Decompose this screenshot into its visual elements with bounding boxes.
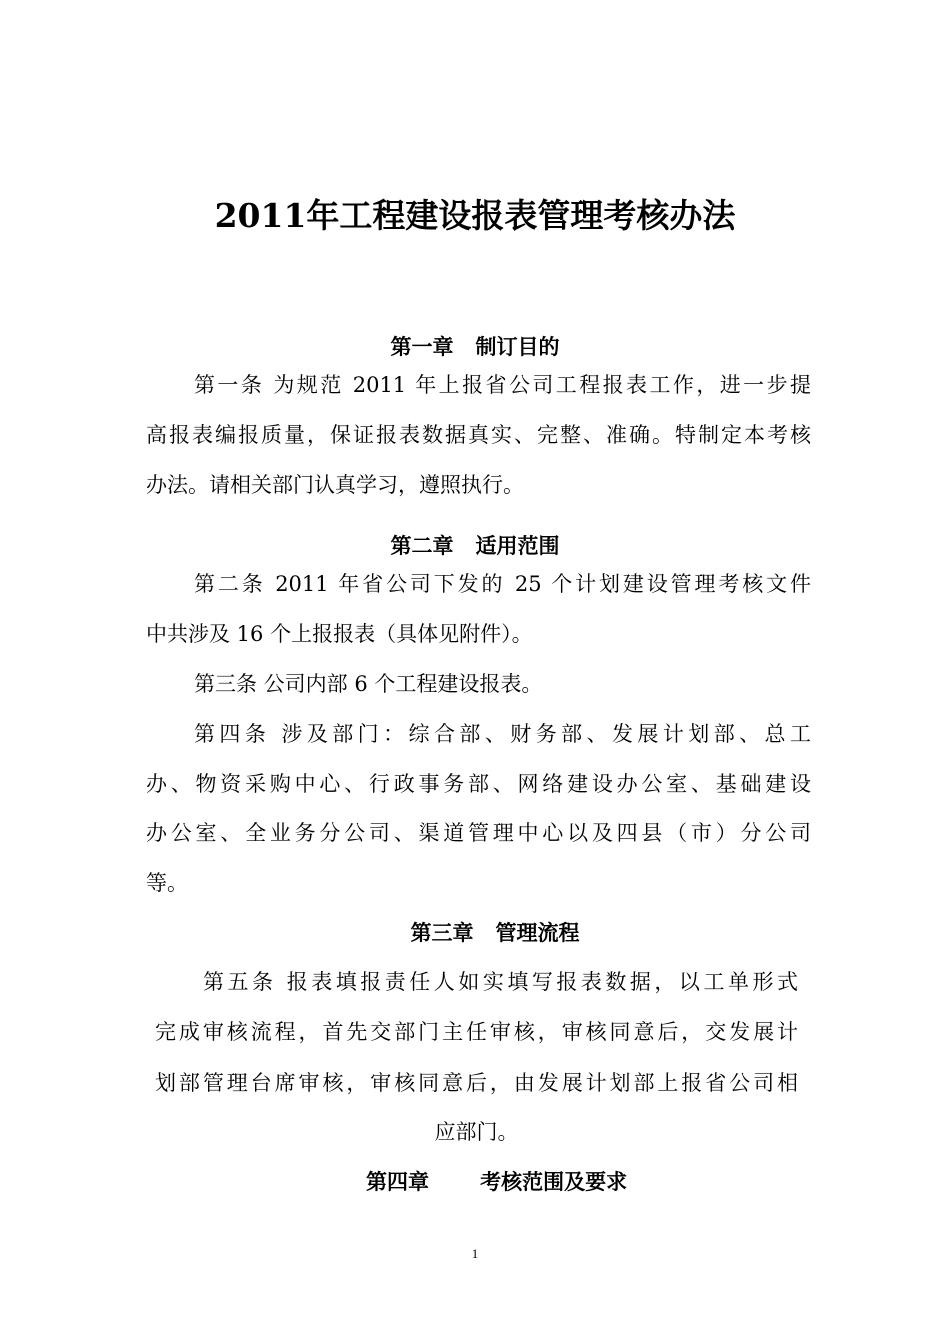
chapter-3-heading: 第三章 管理流程: [410, 921, 580, 945]
article-4-line-3: 办公室、全业务分公司、渠道管理中心以及四县（市）分公司: [146, 821, 811, 845]
article-5-line-3: 划部管理台席审核，审核同意后，由发展计划部上报省公司相: [155, 1071, 798, 1095]
article-2-line-2: 中共涉及 16 个上报报表（具体见附件）。: [146, 622, 533, 646]
chapter-2-heading: 第二章 适用范围: [390, 534, 560, 558]
document-title: 2011年工程建设报表管理考核办法: [214, 196, 736, 235]
article-1-line-3: 办法。请相关部门认真学习，遵照执行。: [146, 473, 524, 497]
article-4-line-2: 办、物资采购中心、行政事务部、网络建设办公室、基础建设: [146, 772, 811, 796]
article-5-line-2: 完成审核流程，首先交部门主任审核，审核同意后，交发展计: [155, 1020, 798, 1044]
article-3-line-1: 第三条 公司内部 6 个工程建设报表。: [194, 672, 543, 696]
chapter-1-heading: 第一章 制订目的: [390, 335, 560, 359]
article-5-line-1: 第五条 报表填报责任人如实填写报表数据，以工单形式: [203, 970, 798, 994]
article-5-line-4: 应部门。: [434, 1120, 519, 1144]
article-1-line-1: 第一条 为规范 2011 年上报省公司工程报表工作，进一步提: [194, 373, 811, 397]
article-2-line-1: 第二条 2011 年省公司下发的 25 个计划建设管理考核文件: [194, 572, 811, 596]
article-4-line-4: 等。: [146, 871, 188, 895]
article-1-line-2: 高报表编报质量，保证报表数据真实、完整、准确。特制定本考核: [146, 423, 811, 447]
chapter-4-heading: 第四章 考核范围及要求: [366, 1170, 628, 1194]
article-4-line-1: 第四条 涉及部门：综合部、财务部、发展计划部、总工: [194, 722, 811, 746]
page-number: 1: [471, 1246, 479, 1261]
